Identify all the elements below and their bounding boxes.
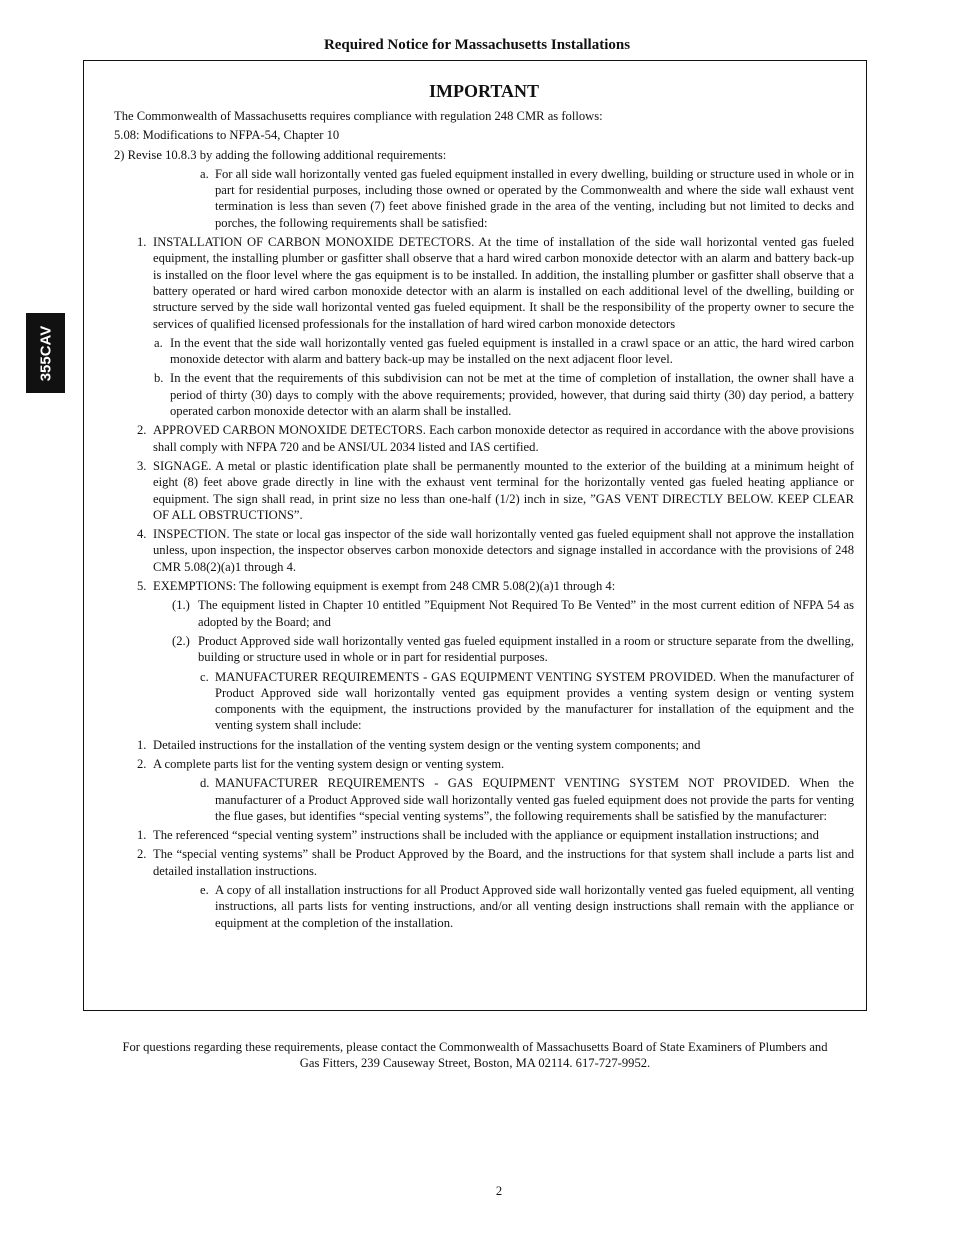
list-item bbox=[114, 422, 854, 455]
notice-content bbox=[114, 79, 854, 934]
model-label: 355CAV bbox=[37, 325, 54, 381]
list-marker: 2. bbox=[137, 847, 147, 862]
list-marker: 2. bbox=[137, 423, 147, 438]
model-side-tab bbox=[26, 313, 65, 393]
list-marker: (1.) bbox=[172, 598, 190, 613]
list-item bbox=[114, 166, 854, 231]
notice-box bbox=[83, 60, 867, 1011]
list-text: The referenced “special venting system” instructions shall be included with the appliance or equipment installation instructions; and bbox=[153, 828, 819, 843]
notice-sections bbox=[114, 166, 854, 931]
list-marker: 2. bbox=[137, 756, 147, 771]
list-item bbox=[114, 234, 854, 332]
list-text: For all side wall horizontally vented gas fueled equipment installed in every dwelling, building or structure used in whole or in part for residential purposes, including those owned or operated by the Commonwealth and where the side wall exhaust vent termination is less than seven (7) feet above finished grade in the area of the venting, including but not limited to decks and porches, the following requirements shall be satisfied: bbox=[215, 166, 854, 230]
list-item bbox=[114, 458, 854, 523]
list-text: A complete parts list for the venting system design or venting system. bbox=[153, 756, 505, 771]
list-text: SIGNAGE. A metal or plastic identification plate shall be permanently mounted to the exterior of the building at a minimum height of eight (8) feet above grade directly in line with the exhaust vent terminal for the horizontally vented gas fueled heating appliance or equipment. The sign shall read, in print size no less than one-half (1/2) inch in size, ”GAS VENT DIRECTLY BELOW. KEEP CLEAR OF ALL OBSTRUCTIONS”. bbox=[153, 458, 854, 522]
list-item bbox=[114, 633, 854, 666]
list-text: INSTALLATION OF CARBON MONOXIDE DETECTORS. At the time of installation of the side wall horizontal vented gas fueled equipment, the installing plumber or gasfitter shall observe that a hard wired carbon monoxide detector with an alarm and battery back-up is installed on the floor level where the gas equipment is to be installed. In addition, the installing plumber or gasfitter shall observe that a battery operated or hard wired carbon monoxide detector with an alarm is installed on each additional level of the dwelling, building or structure served by the side wall horizontal vented gas fueled equipment. It shall be the responsibility of the property owner to secure the services of qualified licensed professionals for the installation of hard wired carbon monoxide detectors bbox=[153, 235, 854, 331]
list-marker: a. bbox=[200, 166, 209, 181]
list-item bbox=[114, 526, 854, 575]
list-text: The equipment listed in Chapter 10 entitled ”Equipment Not Required To Be Vented” in the most current edition of NFPA 54 as adopted by the Board; and bbox=[198, 598, 854, 629]
intro-paragraph: 5.08: Modifications to NFPA-54, Chapter 10 bbox=[114, 128, 340, 143]
list-marker: 1. bbox=[137, 737, 147, 752]
list-text: In the event that the side wall horizontally vented gas fueled equipment is installed in a crawl space or an attic, the hard wired carbon monoxide detector with alarm and battery back-up may be installed on the next adjacent floor level. bbox=[170, 335, 854, 367]
list-item bbox=[114, 827, 854, 843]
list-text: APPROVED CARBON MONOXIDE DETECTORS. Each carbon monoxide detector as required in accordance with the above provisions shall comply with NFPA 720 and be ANSI/UL 2034 listed and IAS certified. bbox=[153, 423, 854, 454]
list-marker: d. bbox=[200, 776, 210, 791]
list-marker: 1. bbox=[137, 828, 147, 843]
notice-intro bbox=[114, 108, 854, 163]
list-text: Product Approved side wall horizontally vented gas fueled equipment installed in a room or structure separate from the dwelling, building or structure used in whole or in part for residential purposes. bbox=[198, 633, 854, 665]
list-marker: e. bbox=[200, 883, 209, 898]
list-marker: a. bbox=[154, 335, 163, 350]
page-title: Required Notice for Massachusetts Installations bbox=[323, 37, 631, 53]
list-item bbox=[114, 775, 854, 824]
list-item bbox=[114, 335, 854, 368]
list-item bbox=[114, 597, 854, 630]
list-item bbox=[114, 756, 854, 772]
list-marker: 5. bbox=[137, 579, 147, 594]
list-text: A copy of all installation instructions for all Product Approved side wall horizontally vented gas fueled equipment, all venting instructions, all parts lists for venting instructions, and/or all venting design instructions shall remain with the appliance or equipment at the completion of the installation. bbox=[215, 883, 854, 930]
list-item bbox=[114, 370, 854, 419]
list-marker: c. bbox=[200, 669, 209, 684]
page-number: 2 bbox=[495, 1184, 503, 1198]
list-text: Detailed instructions for the installation of the venting system design or the venting system components; and bbox=[153, 737, 701, 752]
contact-line-1: For questions regarding these requirements, please contact the Commonwealth of Massachusetts Board of State Examiners of Plumbers and bbox=[122, 1040, 828, 1054]
list-item bbox=[114, 578, 854, 594]
list-text: The “special venting systems” shall be Product Approved by the Board, and the instructions for that system shall include a parts list and detailed installation instructions. bbox=[153, 847, 854, 878]
list-marker: 1. bbox=[137, 235, 147, 250]
list-marker: (2.) bbox=[172, 633, 190, 648]
list-marker: 4. bbox=[137, 527, 147, 542]
list-marker: b. bbox=[154, 371, 164, 386]
list-text: MANUFACTURER REQUIREMENTS - GAS EQUIPMENT VENTING SYSTEM NOT PROVIDED. When the manufacturer of a Product Approved side wall horizontally vented gas fueled equipment does not provide the parts for venting the flue gases, but identifies “special venting systems”, the following requirements shall be satisfied by the manufacturer: bbox=[215, 776, 854, 823]
intro-paragraph: The Commonwealth of Massachusetts requires compliance with regulation 248 CMR as follows: bbox=[114, 109, 603, 123]
list-text: EXEMPTIONS: The following equipment is exempt from 248 CMR 5.08(2)(a)1 through 4: bbox=[153, 579, 616, 594]
intro-paragraph: 2) Revise 10.8.3 by adding the following additional requirements: bbox=[114, 147, 447, 162]
notice-title: IMPORTANT bbox=[428, 81, 540, 101]
list-item bbox=[114, 737, 854, 753]
list-text: In the event that the requirements of this subdivision can not be met at the time of completion of installation, the owner shall have a period of thirty (30) days to comply with the above requirements; provided, however, that during said thirty (30) day period, a battery operated carbon monoxide detector with an alarm shall be installed. bbox=[170, 371, 854, 419]
list-text: INSPECTION. The state or local gas inspector of the side wall horizontally vented gas fueled equipment shall not approve the installation unless, upon inspection, the inspector observes carbon monoxide detectors and signage installed in accordance with the provisions of 248 CMR 5.08(2)(a)1 through 4. bbox=[153, 527, 854, 574]
contact-footer bbox=[83, 1039, 867, 1072]
list-text: MANUFACTURER REQUIREMENTS - GAS EQUIPMENT VENTING SYSTEM PROVIDED. When the manufacturer of Product Approved side wall horizontally vented gas equipment provides a venting system design or venting system components with the equipment, the instructions provided by the manufacturer for installation of the equipment and the venting system shall include: bbox=[215, 669, 854, 733]
list-marker: 3. bbox=[137, 458, 147, 473]
contact-line-2: Gas Fitters, 239 Causeway Street, Boston, MA 02114. 617-727-9952. bbox=[299, 1056, 651, 1071]
list-item bbox=[114, 846, 854, 879]
list-item bbox=[114, 882, 854, 931]
list-item bbox=[114, 669, 854, 734]
